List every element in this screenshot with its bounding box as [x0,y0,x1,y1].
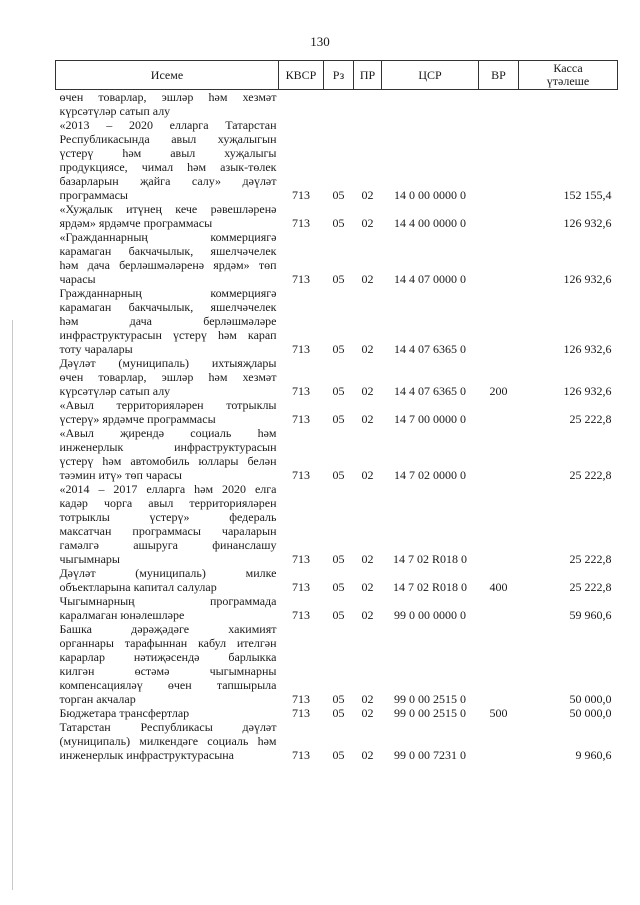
page-number: 130 [310,34,330,49]
name-line: объектларына капитал салулар [59,580,217,594]
cell-pr: 02 [361,384,374,398]
cell-kvsr: 713 [292,412,310,426]
cell-pr: 02 [361,412,374,426]
cell-csr: 99 0 00 7231 0 [394,748,466,762]
cell-csr: 14 4 07 6365 0 [394,384,466,398]
name-line: компенсацияләү өчен тапшырыла [59,678,277,692]
cell-name [56,482,279,566]
name-line: программасы [59,188,128,202]
name-line: инженерлык инфраструктурасына [59,748,234,762]
cell-kvsr: 713 [292,580,310,594]
cell-vr [479,202,519,230]
table-row [56,356,618,398]
name-line: карарлар нәтиҗәсендә барлыкка [59,650,277,664]
cell-amount: 25 222,8 [569,552,612,566]
cell-rz [324,90,354,119]
name-line: Бюджетара трансфертлар [59,706,190,720]
cell-vr [479,118,519,202]
cell-name [56,90,279,119]
cell-pr: 02 [361,552,374,566]
cell-rz: 05 [332,580,345,594]
cell-name [56,118,279,202]
cell-vr [479,482,519,566]
cell-kvsr: 713 [292,342,310,356]
name-line: кадәр чорга авыл территорияләрен [59,496,277,510]
header-kvsr: КВСР [279,61,324,90]
cell-kvsr: 713 [292,552,310,566]
cell-kvsr: 713 [292,272,310,286]
cell-amount: 25 222,8 [569,580,612,594]
cell-rz: 05 [332,748,345,762]
name-line: органнары тарафыннан кабул ителгән [59,636,277,650]
cell-amount: 126 932,6 [563,216,612,230]
table-row [56,118,618,202]
header-rz: Рз [324,61,354,90]
cell-pr: 02 [361,748,374,762]
cell-kvsr: 713 [292,216,310,230]
name-line: «Авыл җирендә социаль һәм [59,426,277,440]
cell-pr: 02 [361,468,374,482]
cell-csr: 14 7 02 0000 0 [394,468,466,482]
cell-vr: 500 [489,706,508,720]
header-pr: ПР [354,61,382,90]
cell-csr: 99 0 00 0000 0 [394,608,466,622]
table-body [56,90,618,763]
cell-rz: 05 [332,272,345,286]
cell-pr: 02 [361,342,374,356]
cell-vr [479,622,519,706]
cell-csr: 99 0 00 2515 0 [394,692,466,706]
cell-csr: 14 7 02 R018 0 [392,580,467,594]
cell-rz: 05 [332,692,345,706]
cell-name [56,594,279,622]
header-name: Исеме [56,61,279,90]
cell-kvsr [279,90,324,119]
name-line: күрсәтүләр сатып алу [59,384,171,398]
table-row [56,622,618,706]
name-line: максатчан программасы чараларын [59,524,277,538]
name-line: чарасы [59,272,96,286]
name-line: торган акчалар [59,692,136,706]
cell-csr: 14 7 00 0000 0 [394,412,466,426]
cell-amount: 152 155,4 [563,188,612,202]
name-line: инфраструктурасын үстерү һәм карап [59,328,277,342]
cell-amount: 50 000,0 [569,706,612,720]
header-row [56,61,618,90]
name-line: Чыгымнарның программада [59,594,277,608]
cell-csr: 14 4 07 6365 0 [394,342,466,356]
table-row [56,426,618,482]
name-line: өчен товарлар, эшләр һәм хезмәт [59,370,277,384]
cell-name [56,566,279,594]
name-line: «Хуҗалык итүнең кече рәвешләренә [59,202,277,216]
header-vr: ВР [479,61,519,90]
cell-amount: 50 000,0 [569,692,612,706]
name-line: Дәүләт (муниципаль) ихтыяҗлары [59,356,277,370]
cell-vr [479,90,519,119]
cell-vr [479,286,519,356]
name-line: тәэмин итү» төп чарасы [59,468,182,482]
cell-vr [479,720,519,762]
cell-csr [382,90,479,119]
cell-rz: 05 [332,468,345,482]
cell-vr: 400 [489,580,508,594]
cell-amount: 59 960,6 [569,608,612,622]
cell-amount: 9 960,6 [575,748,612,762]
cell-rz: 05 [332,608,345,622]
cell-vr [479,398,519,426]
cell-csr: 14 4 00 0000 0 [394,216,466,230]
name-line: һәм дача берләшмәләре [59,314,277,328]
name-line: күрсәтүләр сатып алу [59,104,171,118]
cell-amount: 126 932,6 [563,342,612,356]
table-row [56,720,618,762]
name-line: һәм дача берләшмәләренә ярдәм» төп [59,258,277,272]
name-line: (муниципаль) милкендәге социаль һәм [59,734,277,748]
scan-edge-line [12,320,13,890]
cell-pr: 02 [361,692,374,706]
name-line: каралмаган юнәлешләре [59,608,185,622]
table-row [56,202,618,230]
cell-amount: 25 222,8 [569,468,612,482]
cell-vr [479,230,519,286]
name-line: үстерү» ярдәмче программасы [59,412,216,426]
name-line: «2014 – 2017 елларга һәм 2020 елга [59,482,277,496]
name-line: Дәүләт (муниципаль) милке [59,566,277,580]
budget-table-container [55,60,617,762]
name-line: өчен товарлар, эшләр һәм хезмәт [59,90,277,104]
cell-name [56,622,279,706]
cell-amount: 126 932,6 [563,272,612,286]
cell-rz: 05 [332,412,345,426]
name-line: Башка дәрәҗәдәге хакимият [59,622,277,636]
table-row [56,706,618,720]
table-row [56,286,618,356]
name-line: Татарстан Республикасы дәүләт [59,720,277,734]
cell-rz: 05 [332,552,345,566]
cell-csr: 14 7 02 R018 0 [392,552,467,566]
cell-rz: 05 [332,188,345,202]
cell-rz: 05 [332,342,345,356]
name-line: үстерү һәм автомобиль юллары белән [59,454,277,468]
cell-kvsr: 713 [292,748,310,762]
cell-name [56,720,279,762]
cell-rz: 05 [332,216,345,230]
cell-name [56,426,279,482]
name-line: Республикасында авыл хуҗалыгын [59,132,277,146]
name-line: продукциясе, чимал һәм азык-төлек [59,160,277,174]
name-line: үстерү һәм авыл хуҗалыгы [59,146,277,160]
name-line: килгән өстәмә чыгымнарны [59,664,277,678]
cell-name [56,398,279,426]
name-line: Гражданнарның коммерциягә [59,286,277,300]
name-line: карамаган бакчачылык, яшелчәчелек [59,300,277,314]
cell-csr: 14 0 00 0000 0 [394,188,466,202]
cell-name [56,286,279,356]
cell-name [56,356,279,398]
cell-pr: 02 [361,272,374,286]
cell-kvsr: 713 [292,468,310,482]
name-line: тотрыклы үстерү» федераль [59,510,277,524]
name-line: «2013 – 2020 елларга Татарстан [59,118,277,132]
cell-pr: 02 [361,580,374,594]
header-csr: ЦСР [382,61,479,90]
cell-rz: 05 [332,706,345,720]
cell-pr: 02 [361,188,374,202]
cell-pr: 02 [361,608,374,622]
cell-name [56,202,279,230]
name-line: инженерлык инфраструктурасын [59,440,277,454]
name-line: карамаган бакчачылык, яшелчәчелек [59,244,277,258]
cell-kvsr: 713 [292,692,310,706]
table-row [56,90,618,119]
cell-csr: 14 4 07 0000 0 [394,272,466,286]
table-row [56,594,618,622]
name-line: «Гражданнарның коммерциягә [59,230,277,244]
name-line: гамәлгә ашыруга финанслашу [59,538,277,552]
name-line: тоту чаралары [59,342,133,356]
table-header [56,61,618,90]
cell-pr: 02 [361,706,374,720]
table-row [56,482,618,566]
cell-kvsr: 713 [292,706,310,720]
cell-amount: 25 222,8 [569,412,612,426]
cell-amount: 126 932,6 [563,384,612,398]
cell-pr [354,90,382,119]
name-line: базарларын җайга салу» дәүләт [59,174,277,188]
cell-name [56,230,279,286]
cell-pr: 02 [361,216,374,230]
table-row [56,230,618,286]
table-row [56,398,618,426]
cell-vr [479,594,519,622]
cell-csr: 99 0 00 2515 0 [394,706,466,720]
table-row [56,566,618,594]
cell-kvsr: 713 [292,384,310,398]
cell-vr [479,426,519,482]
name-line: ярдәм» ярдәмче программасы [59,216,213,230]
cell-kvsr: 713 [292,608,310,622]
budget-table [55,60,618,762]
cell-vr: 200 [489,384,508,398]
cell-kvsr: 713 [292,188,310,202]
header-amount: Касса үтәлеше [519,61,618,90]
name-line: «Авыл территорияләрен тотрыклы [59,398,277,412]
cell-rz: 05 [332,384,345,398]
name-line: чыгымнары [59,552,120,566]
cell-amount [519,90,618,119]
cell-name [56,706,279,720]
